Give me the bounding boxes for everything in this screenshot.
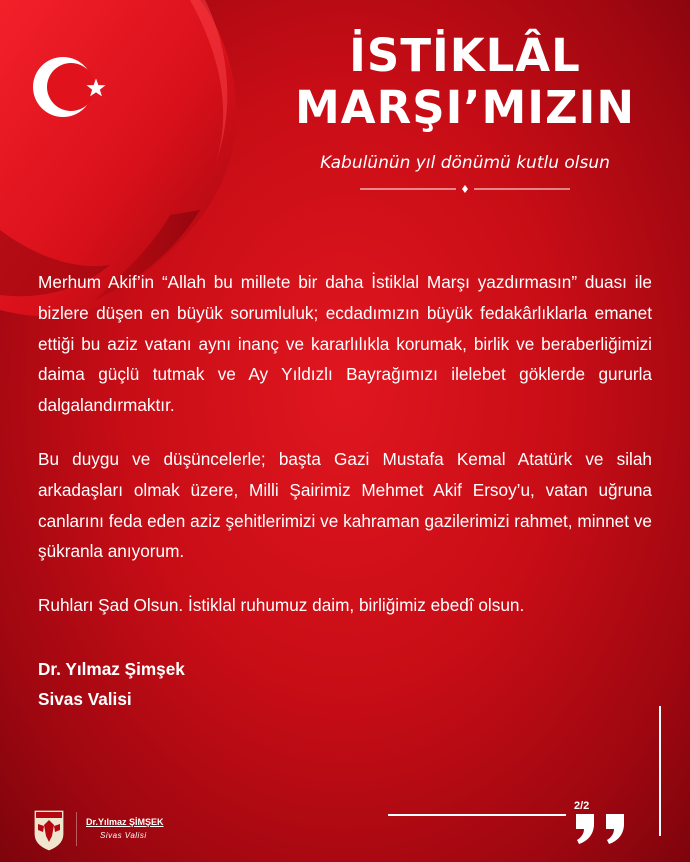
message-body xyxy=(38,267,652,644)
paragraph-3: Ruhları Şad Olsun. İstiklal ruhumuz daim, birliğimiz ebedî olsun. xyxy=(38,595,525,616)
signature-name: Dr. Yılmaz Şimşek xyxy=(38,659,185,679)
bottom-frame-line xyxy=(388,814,566,816)
footer-role: Sivas Valisi xyxy=(100,831,147,840)
footer-divider xyxy=(76,812,77,846)
right-frame-line xyxy=(659,706,661,836)
title-line-1: İSTİKLÂL xyxy=(349,29,581,82)
title-line-2: MARŞI’MIZIN xyxy=(294,81,636,134)
footer-name: Dr.Yılmaz ŞİMŞEK xyxy=(86,817,164,827)
crescent-star-icon xyxy=(30,52,112,122)
paragraph-2: Bu duygu ve düşüncelerle; başta Gazi Mustafa Kemal Atatürk ve silah arkadaşları olmak üzere, Milli Şairimiz Mehmet Akif Ersoy’u, vatan uğruna canlarını feda eden aziz şehitlerimizi ve kahraman gazilerimizi rahmet, minnet ve şükranla anıyorum. xyxy=(38,448,652,562)
page-indicator: 2/2 xyxy=(574,800,590,812)
subtitle: Kabulünün yıl dönümü kutlu olsun xyxy=(320,153,610,173)
divider-ornament xyxy=(360,184,570,194)
closing-quote-icon xyxy=(574,814,634,844)
paragraph-1: Merhum Akif’in “Allah bu millete bir daha İstiklal Marşı yazdırmasın” duası ile bizlere düşen en büyük sorumluluk; ecdadımızın büyük fedakârlıklarla emanet ettiği bu aziz vatanı aynı inanç ve kararlılıkla korumak, birlik ve beraberliğimizi daima güçlü tutmak ve Ay Yıldızlı Bayrağımızı ilelebet göklerde gururla dalgalandırmaktır. xyxy=(38,272,652,416)
sivas-emblem-icon xyxy=(32,806,66,852)
signature-block xyxy=(38,654,185,714)
signature-title: Sivas Valisi xyxy=(38,689,132,709)
page-header xyxy=(290,30,640,134)
